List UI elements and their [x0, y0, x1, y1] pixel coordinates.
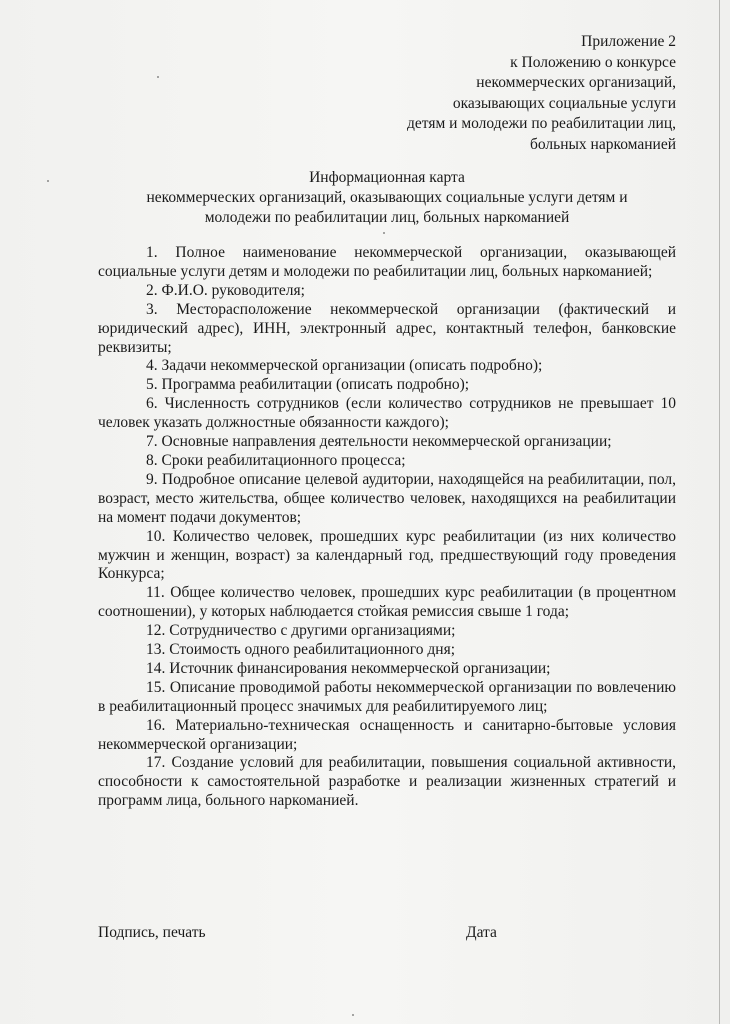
list-item: 8. Сроки реабилитационного процесса;	[146, 451, 406, 469]
scan-speck	[352, 1014, 354, 1016]
list-item: 5. Программа реабилитации (описать подробно);	[146, 376, 470, 394]
list-item: 6. Численность сотрудников (если количество сотрудников не превышает 10 человек указать должностные обязанности каждого);	[98, 395, 676, 432]
list-item: 7. Основные направления деятельности некоммерческой организации;	[146, 433, 612, 451]
appendix-line: детям и молодежи по реабилитации лиц,	[407, 115, 676, 132]
list-item: 9. Подробное описание целевой аудитории, находящейся на реабилитации, пол, возраст, место жительства, общее количество человек, находящихся на реабилитации на момент подачи документов;	[98, 470, 676, 526]
scan-speck	[383, 232, 385, 234]
list-item: 13. Стоимость одного реабилитационного дня;	[146, 641, 456, 659]
appendix-line: Приложение 2	[581, 33, 676, 50]
list-item: 11. Общее количество человек, прошедших курс реабилитации (в процентном соотношении), у которых наблюдается стойкая ремиссия свыше 1 года;	[98, 584, 676, 621]
list-item: 4. Задачи некоммерческой организации (описать подробно);	[146, 357, 543, 375]
list-item: 1. Полное наименование некоммерческой организации, оказывающей социальные услуги детям и молодежи по реабилитации лиц, больных наркоманией;	[98, 244, 676, 280]
title-line-1: Информационная карта	[309, 169, 465, 186]
appendix-header	[276, 32, 676, 155]
title-line-3: молодежи по реабилитации лиц, больных наркоманией	[204, 209, 570, 226]
appendix-line: оказывающих социальные услуги	[452, 94, 676, 112]
list-item: 15. Описание проводимой работы некоммерческой организации по вовлечению в реабилитационный процесс значимых для реабилитируемого лиц;	[98, 678, 676, 715]
appendix-line: больных наркоманией	[529, 135, 676, 153]
list-item: 14. Источник финансирования некоммерческой организации;	[146, 659, 551, 677]
signature-label: Подпись, печать	[98, 924, 206, 941]
appendix-line: некоммерческих организаций,	[476, 74, 676, 91]
items-list	[98, 244, 676, 811]
list-item: 17. Создание условий для реабилитации, повышения социальной активности, способности к самостоятельной разработке и реализации жизненных стратегий и программ лица, больного наркоманией.	[98, 754, 676, 810]
appendix-line: к Положению о конкурсе	[510, 53, 676, 71]
list-item: 3. Месторасположение некоммерческой организации (фактический и юридический адрес), ИНН, электронный адрес, контактный телефон, банковские реквизиты;	[98, 300, 676, 356]
date-label: Дата	[466, 924, 497, 941]
list-item: 10. Количество человек, прошедших курс реабилитации (из них количество мужчин и женщин, возраст) за календарный год, предшествующий году проведения Конкурса;	[98, 527, 676, 583]
list-item: 12. Сотрудничество с другими организациями;	[146, 622, 456, 640]
list-item: 2. Ф.И.О. руководителя;	[146, 281, 305, 299]
list-item: 16. Материально-техническая оснащенность и санитарно-бытовые условия некоммерческой организации;	[98, 716, 676, 753]
scan-speck	[47, 180, 49, 182]
scan-speck	[157, 76, 159, 78]
document-title	[98, 168, 676, 228]
title-line-2: некоммерческих организаций, оказывающих социальные услуги детям и	[146, 189, 628, 206]
scan-edge-line	[719, 0, 720, 1024]
